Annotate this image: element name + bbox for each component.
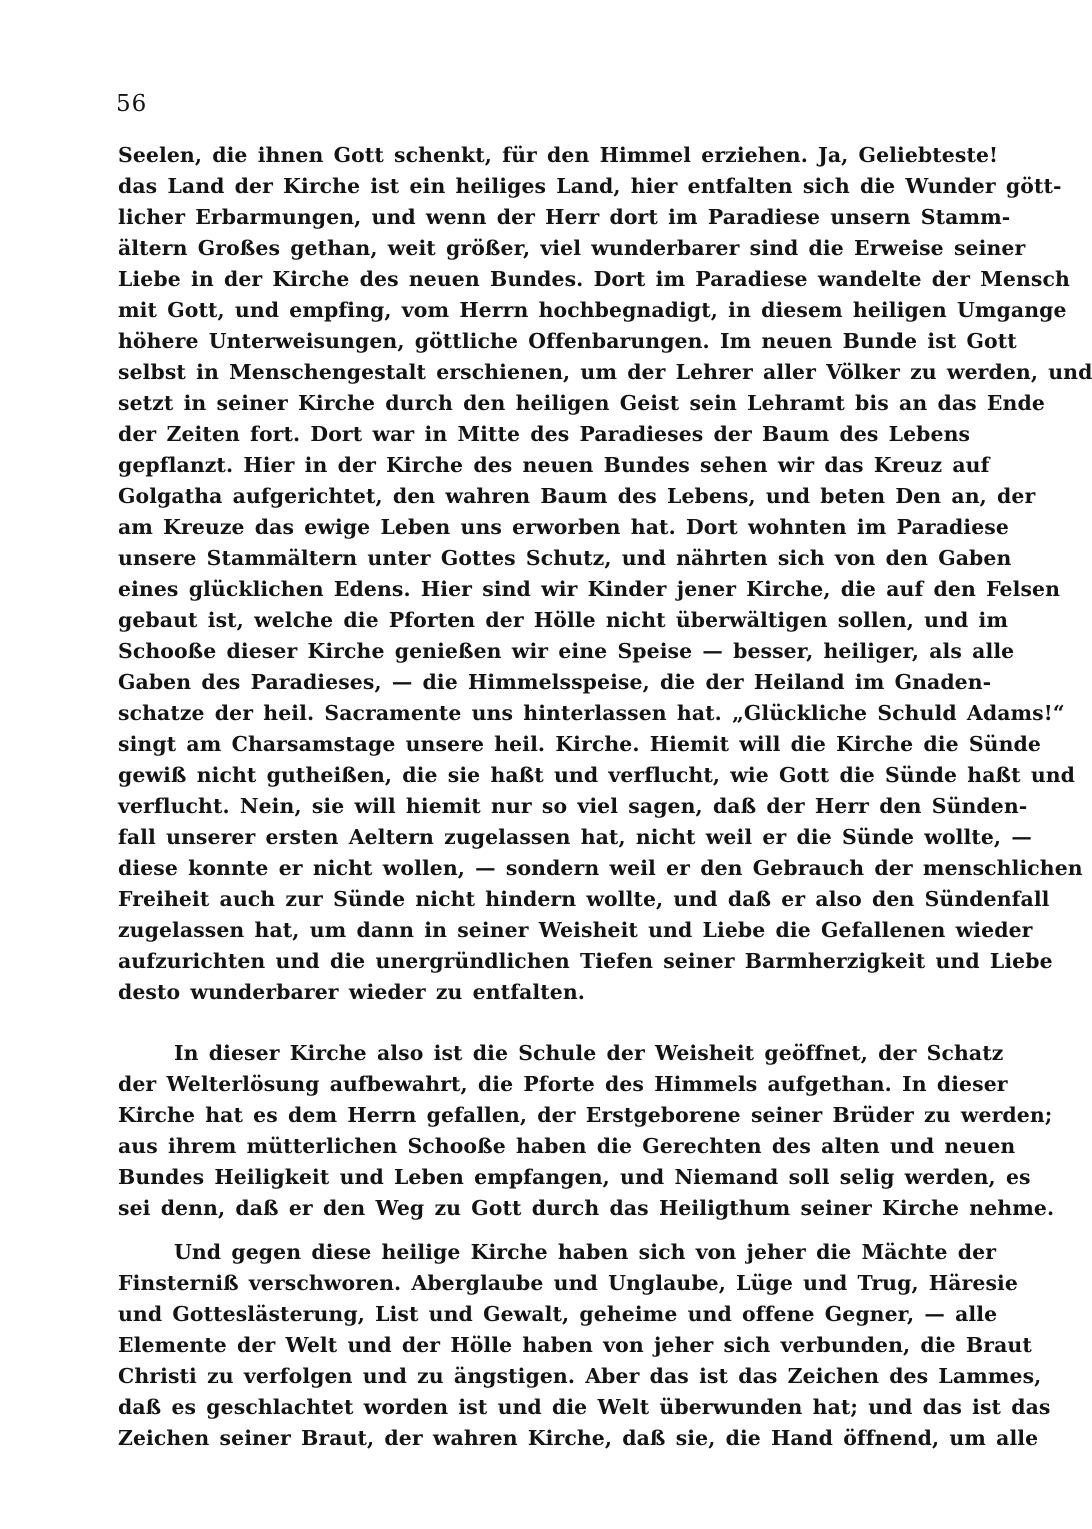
text-line: sei denn, daß er den Weg zu Gott durch das Heiligthum seiner Kirche nehme.: [118, 1196, 1055, 1220]
text-line: licher Erbarmungen, und wenn der Herr dort im Paradiese unsern Stamm-: [118, 205, 1011, 229]
text-line: Gaben des Paradieses, — die Himmelsspeise, die der Heiland im Gnaden-: [118, 670, 992, 694]
text-line: ältern Großes gethan, weit größer, viel wunderbarer sind die Erweise seiner: [118, 236, 1026, 260]
text-line: zugelassen hat, um dann in seiner Weisheit und Liebe die Gefallenen wieder: [118, 918, 1033, 942]
text-line: desto wunderbarer wieder zu entfalten.: [118, 980, 585, 1004]
text-line: aus ihrem mütterlichen Schooße haben die Gerechten des alten und neuen: [118, 1134, 1016, 1158]
paragraph-3: [118, 1237, 1051, 1454]
text-line: am Kreuze das ewige Leben uns erworben hat. Dort wohnten im Paradiese: [118, 515, 1009, 539]
text-line: Bundes Heiligkeit und Leben empfangen, und Niemand soll selig werden, es: [118, 1165, 1031, 1189]
text-line: der Welterlösung aufbewahrt, die Pforte des Himmels aufgethan. In dieser: [118, 1072, 1008, 1096]
text-line: In dieser Kirche also ist die Schule der Weisheit geöffnet, der Schatz: [174, 1041, 1004, 1065]
text-line: Und gegen diese heilige Kirche haben sich von jeher die Mächte der: [174, 1240, 997, 1264]
text-line: gebaut ist, welche die Pforten der Hölle nicht überwältigen sollen, und im: [118, 608, 1009, 632]
text-line: Kirche hat es dem Herrn gefallen, der Erstgeborene seiner Brüder zu werden;: [118, 1103, 1053, 1127]
text-line: Zeichen seiner Braut, der wahren Kirche, daß sie, die Hand öffnend, um alle: [118, 1426, 1039, 1450]
text-line: Liebe in der Kirche des neuen Bundes. Dort im Paradiese wandelte der Mensch: [118, 267, 1070, 291]
text-line: schatze der heil. Sacramente uns hinterlassen hat. „Glückliche Schuld Adams!“: [118, 701, 1065, 725]
text-line: mit Gott, und empfing, vom Herrn hochbegnadigt, in diesem heiligen Umgange: [118, 298, 1067, 322]
text-line: aufzurichten und die unergründlichen Tiefen seiner Barmherzigkeit und Liebe: [118, 949, 1053, 973]
text-line: fall unserer ersten Aeltern zugelassen hat, nicht weil er die Sünde wollte, —: [118, 825, 1032, 849]
page-number: 56: [116, 91, 148, 117]
text-line: Freiheit auch zur Sünde nicht hindern wollte, und daß er also den Sündenfall: [118, 887, 1050, 911]
text-line: Elemente der Welt und der Hölle haben von jeher sich verbunden, die Braut: [118, 1333, 1032, 1357]
text-line: singt am Charsamstage unsere heil. Kirche. Hiemit will die Kirche die Sünde: [118, 732, 1041, 756]
text-line: setzt in seiner Kirche durch den heiligen Geist sein Lehramt bis an das Ende: [118, 391, 1045, 415]
text-line: verflucht. Nein, sie will hiemit nur so viel sagen, daß der Herr den Sünden-: [118, 794, 1028, 818]
text-line: Christi zu verfolgen und zu ängstigen. Aber das ist das Zeichen des Lammes,: [118, 1364, 1042, 1388]
text-line: Schooße dieser Kirche genießen wir eine Speise — besser, heiliger, als alle: [118, 639, 1015, 663]
text-line: und Gotteslästerung, List und Gewalt, geheime und offene Gegner, — alle: [118, 1302, 998, 1326]
paragraph-1: [118, 140, 1092, 1008]
text-line: Golgatha aufgerichtet, den wahren Baum des Lebens, und beten Den an, der: [118, 484, 1036, 508]
text-line: höhere Unterweisungen, göttliche Offenbarungen. Im neuen Bunde ist Gott: [118, 329, 1017, 353]
text-line: selbst in Menschengestalt erschienen, um der Lehrer aller Völker zu werden, und: [118, 360, 1092, 384]
text-line: das Land der Kirche ist ein heiliges Land, hier entfalten sich die Wunder gött-: [118, 174, 1062, 198]
text-line: eines glücklichen Edens. Hier sind wir Kinder jener Kirche, die auf den Felsen: [118, 577, 1061, 601]
text-line: unsere Stammältern unter Gottes Schutz, und nährten sich von den Gaben: [118, 546, 1012, 570]
text-line: gepflanzt. Hier in der Kirche des neuen Bundes sehen wir das Kreuz auf: [118, 453, 990, 477]
text-line: Seelen, die ihnen Gott schenkt, für den Himmel erziehen. Ja, Geliebteste!: [118, 143, 999, 167]
text-line: der Zeiten fort. Dort war in Mitte des Paradieses der Baum des Lebens: [118, 422, 971, 446]
text-line: daß es geschlachtet worden ist und die Welt überwunden hat; und das ist das: [118, 1395, 1051, 1419]
text-line: gewiß nicht gutheißen, die sie haßt und verflucht, wie Gott die Sünde haßt und: [118, 763, 1076, 787]
text-line: diese konnte er nicht wollen, — sondern weil er den Gebrauch der menschlichen: [118, 856, 1083, 880]
paragraph-2: [118, 1038, 1055, 1224]
text-line: Finsterniß verschworen. Aberglaube und Unglaube, Lüge und Trug, Häresie: [118, 1271, 1018, 1295]
